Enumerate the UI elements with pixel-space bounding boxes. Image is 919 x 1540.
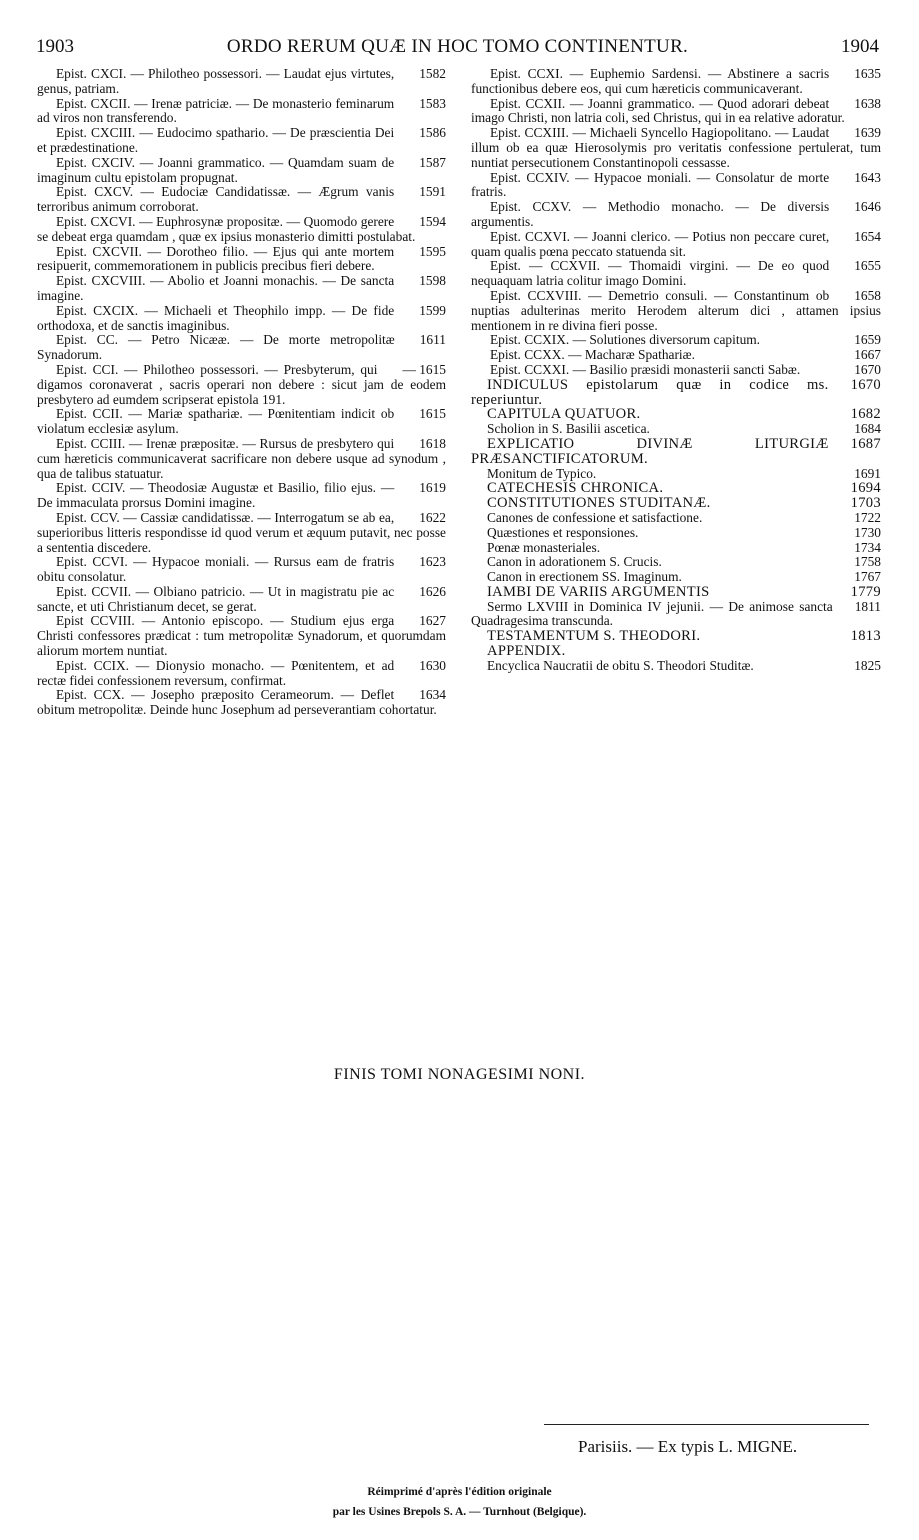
page-ref: 1643 [854, 169, 881, 185]
toc-section [471, 526, 881, 541]
entry-text: Epist. CXCI. — Philotheo possessori. — Laudat ejus virtutes, genus, patriam. [37, 66, 395, 96]
entry-text: Epist. CCIII. — Irenæ præpositæ. — Rursus de presbytero qui cum hæreticis communicaverat sacrificare non debere usque ad synodum , qua de talibus statuatur. [37, 435, 446, 481]
entry-text: Epist. CCII. — Mariæ spathariæ. — Pœnitentiam indicit ob violatum ecclesiæ asylum. [37, 406, 395, 437]
entry-text: Epist. CCI. — Philotheo possessori. — Presbyterum, qui digamos coronaverat , sacris operari non debere : sicut jam de eodem presbytero ad eumdem scripserat epistola 191. [37, 361, 446, 407]
page-ref: 1594 [419, 213, 446, 229]
entry-text: Epist. CC. — Petro Nicææ. — De morte metropolitæ Synadorum. [37, 332, 395, 363]
toc-section [471, 378, 881, 408]
toc-entry [37, 245, 446, 275]
printer-imprint: Parisiis. — Ex typis L. MIGNE. [578, 1437, 798, 1456]
page-ref: 1639 [854, 125, 881, 141]
toc-section [471, 422, 881, 437]
toc-entry [471, 171, 881, 201]
page-ref: 1670 [850, 376, 881, 393]
page-ref: 1703 [850, 495, 881, 512]
page-number-right: 1904 [841, 36, 879, 57]
toc-entry [37, 614, 446, 658]
toc-entry [37, 363, 446, 407]
toc-entry [471, 363, 881, 378]
toc-section [471, 407, 881, 422]
page-ref: 1658 [854, 287, 881, 303]
page-ref: 1811 [854, 598, 881, 614]
toc-section [471, 659, 881, 674]
page-ref: 1646 [854, 199, 881, 215]
entry-text: Epist. CCXVI. — Joanni clerico. — Potius non peccare curet, quam qualis pœna peccato statuenda sit. [471, 228, 830, 259]
toc-section [471, 481, 881, 496]
page-ref: 1684 [854, 421, 881, 437]
page-ref: 1825 [854, 657, 881, 673]
entry-text: Epist. CCXX. — Macharæ Spathariæ. [490, 347, 695, 363]
toc-section [471, 644, 881, 659]
toc-section [471, 437, 881, 467]
page-ref: 1618 [419, 435, 446, 451]
toc-entry [471, 126, 881, 170]
entry-text: Epist. CXCIV. — Joanni grammatico. — Quamdam suam de imaginum cultu epistolam propugnat. [37, 154, 395, 185]
toc-entry [471, 200, 881, 230]
entry-text: Epist CCVIII. — Antonio episcopo. — Studium ejus erga Christi confessores prædicat : tum metropolitæ Synadorum, et quorumdam aliorum mortem nuntiat. [37, 613, 446, 659]
entry-text: Quæstiones et responsiones. [487, 524, 639, 540]
page-ref: 1758 [854, 554, 881, 570]
page-ref: 1813 [850, 628, 881, 645]
entry-text: Epist. CXCIII. — Eudocimo spathario. — De præscientia Dei et prædestinatione. [37, 125, 395, 155]
toc-entry [471, 67, 881, 97]
toc-entry [37, 126, 446, 156]
page-ref: 1654 [854, 228, 881, 244]
entry-text: Epist. CCX. — Josepho præposito Cerameorum. — Deflet obitum metropolitæ. Deinde hunc Josephum ad perseverantiam cohortatur. [37, 687, 437, 718]
page-ref: 1667 [854, 347, 881, 363]
page-ref: 1659 [854, 332, 881, 348]
toc-entry [37, 67, 446, 97]
toc-entry [37, 97, 446, 127]
toc-entry [37, 215, 446, 245]
page-ref: 1730 [854, 524, 881, 540]
page-ref: 1586 [419, 125, 446, 141]
reprint-line-1: Réimprimé d'après l'édition originale [367, 1486, 552, 1498]
entry-text: Epist. CCXI. — Euphemio Sardensi. — Abstinere a sacris functionibus debere eos, qui cum hæreticis communicaverant. [471, 66, 830, 96]
toc-entry [37, 333, 446, 363]
entry-text: EXPLICATIO DIVINÆ LITURGIÆ PRÆSANCTIFICATORUM. [471, 435, 829, 467]
page-ref: 1598 [419, 273, 446, 289]
page-ref: 1767 [854, 569, 881, 585]
page-ref: 1682 [850, 406, 881, 423]
page-ref: 1619 [419, 480, 446, 496]
entry-text: Epist. CCIV. — Theodosiæ Augustæ et Basilio, filio ejus. — De immaculata prorsus Domini imagine. [37, 480, 395, 511]
running-header [36, 36, 879, 58]
toc-section [471, 511, 881, 526]
toc-entry [37, 481, 446, 511]
entry-text: CONSTITUTIONES STUDITANÆ. [487, 495, 711, 512]
entry-text: Epist. CCXIX. — Solutiones diversorum capitum. [490, 332, 761, 348]
toc-section [471, 496, 881, 511]
entry-text: Epist. CXCVII. — Dorotheo filio. — Ejus qui ante mortem resipuerit, commemorationem in publicis precibus fieri debere. [37, 243, 395, 274]
right-column [471, 67, 881, 674]
toc-entry [37, 659, 446, 689]
left-column [37, 67, 446, 718]
entry-text: IAMBI DE VARIIS ARGUMENTIS [487, 583, 710, 600]
page-ref: 1623 [419, 554, 446, 570]
page-ref: 1655 [854, 258, 881, 274]
toc-entry [37, 407, 446, 437]
entry-text: Epist. CCIX. — Dionysio monacho. — Pœnitentem, et ad rectæ fidei confessionem reversum, confirmat. [37, 657, 395, 688]
page-ref: 1691 [854, 465, 881, 481]
entry-text: Epist. CCXII. — Joanni grammatico. — Quod adorari debeat imago Christi, non latria coli, sed Christus, qui in ea relative adoratur. [471, 95, 845, 126]
page-ref: 1599 [419, 302, 446, 318]
entry-text: Epist. CXCVIII. — Abolio et Joanni monachis. — De sancta imagine. [37, 273, 395, 303]
entry-text: Epist. CXCVI. — Euphrosynæ propositæ. — Quomodo gerere se debeat erga quamdam , quæ ex ipsius monasterio dimitti postulabat. [37, 213, 416, 244]
entry-text: Epist. CCXIII. — Michaeli Syncello Hagiopolitano. — Laudat illum ob ea quæ Hierosolymis pro veritatis confessione pertulerat, tum nuntiat persecutionem Constantinopoli cessasse. [471, 125, 881, 170]
toc-entry [37, 437, 446, 481]
entry-text: Epist. CXCV. — Eudociæ Candidatissæ. — Ægrum vanis terroribus animum corroborat. [37, 184, 395, 215]
entry-text: Encyclica Naucratii de obitu S. Theodori Studitæ. [487, 657, 754, 673]
page-number-left: 1903 [36, 36, 74, 57]
page-ref: 1582 [419, 66, 446, 81]
page-ref: 1591 [419, 184, 446, 200]
page-ref: 1622 [419, 509, 446, 525]
toc-entry [471, 259, 881, 289]
page-title: ORDO RERUM QUÆ IN HOC TOMO CONTINENTUR. [226, 36, 689, 57]
toc-entry [471, 348, 881, 363]
entry-text: INDICULUS epistolarum quæ in codice ms. reperiuntur. [471, 376, 829, 408]
page-ref: 1595 [419, 243, 446, 259]
finis-line: FINIS TOMI NONAGESIMI NONI. [333, 1066, 586, 1083]
entry-text: CAPITULA QUATUOR. [487, 406, 641, 423]
divider-rule [544, 1424, 869, 1425]
page-ref: 1722 [854, 509, 881, 525]
page-ref: 1630 [419, 657, 446, 673]
toc-entry [37, 304, 446, 334]
page-ref: 1635 [854, 66, 881, 81]
page-ref: 1611 [419, 332, 446, 348]
entry-text: Epist. CCXVIII. — Demetrio consuli. — Constantinum ob nuptias adulterinas merito Herodem alterum dici , attamen ipsius mentionem in re divina fieri posse. [471, 287, 881, 333]
toc-section [471, 467, 881, 482]
entry-text: Scholion in S. Basilii ascetica. [487, 421, 650, 437]
page-ref: 1634 [419, 687, 446, 703]
toc-entry [37, 555, 446, 585]
entry-text: Epist. CXCIX. — Michaeli et Theophilo impp. — De fide orthodoxa, et de sanctis imaginibus. [37, 302, 395, 333]
toc-entry [37, 156, 446, 186]
entry-text: Monitum de Typico. [487, 465, 597, 481]
entry-text: Epist. — CCXVII. — Thomaidi virgini. — De eo quod nequaquam latria colitur imago Domini. [471, 258, 830, 289]
toc-entry [37, 585, 446, 615]
toc-entry [37, 511, 446, 555]
entry-text: Canones de confessione et satisfactione. [487, 509, 703, 525]
page-ref: 1626 [419, 583, 446, 599]
page-ref: 1638 [854, 95, 881, 111]
page-ref: 1670 [854, 361, 881, 377]
toc-entry [471, 97, 881, 127]
toc-section [471, 600, 881, 630]
page-ref: 1587 [419, 154, 446, 170]
page-ref: 1583 [419, 95, 446, 111]
page-ref: 1687 [850, 435, 881, 452]
toc-entry [471, 230, 881, 260]
page-ref: 1627 [419, 613, 446, 629]
toc-section [471, 629, 881, 644]
entry-text: Epist. CCVI. — Hypacoe moniali. — Rursus eam de fratris obitu consolatur. [37, 554, 395, 585]
entry-text: Epist. CCXIV. — Hypacoe moniali. — Consolatur de morte fratris. [471, 169, 830, 200]
page-ref: 1694 [850, 480, 881, 497]
toc-entry [37, 688, 446, 718]
toc-entry [37, 274, 446, 304]
toc-entry [37, 185, 446, 215]
entry-text: Sermo LXVIII in Dominica IV jejunii. — De animose sancta Quadragesima transcunda. [471, 598, 833, 629]
entry-text: CATECHESIS CHRONICA. [487, 480, 664, 497]
toc-entry [471, 289, 881, 333]
entry-text: Epist. CCXXI. — Basilio præsidi monasterii sancti Sabæ. [490, 361, 801, 377]
toc-section [471, 541, 881, 556]
entry-text: Epist. CCV. — Cassiæ candidatissæ. — Interrogatum se ab ea, superioribus litteris respondisse id quod verum et æquum putavit, nec posse a sententia discedere. [37, 509, 446, 555]
entry-text: Epist. CXCII. — Irenæ patriciæ. — De monasterio feminarum ad viros non transferendo. [37, 95, 395, 126]
toc-entry [471, 333, 881, 348]
page-ref: 1779 [850, 583, 881, 600]
page-ref: 1615 [419, 406, 446, 422]
page-ref: 1734 [854, 539, 881, 555]
entry-text: Pœnæ monasteriales. [487, 539, 601, 555]
page-ref: — 1615 [402, 361, 446, 377]
entry-text: TESTAMENTUM S. THEODORI. [487, 628, 701, 645]
section-list [471, 378, 881, 674]
reprint-line-2: par les Usines Brepols S. A. — Turnhout (Belgique). [332, 1506, 587, 1518]
reprint-note [0, 1482, 919, 1522]
entry-text: Canon in adorationem S. Crucis. [487, 554, 662, 570]
entry-text: Epist. CCXV. — Methodio monacho. — De diversis argumentis. [471, 199, 830, 229]
entry-text: Epist. CCVII. — Olbiano patricio. — Ut in magistratu pie ac sancte, et uti Christianum decet, se gerat. [37, 583, 395, 614]
epistle-list [471, 67, 881, 378]
toc-section [471, 555, 881, 570]
entry-text: Canon in erectionem SS. Imaginum. [487, 569, 682, 585]
toc-section [471, 570, 881, 585]
entry-text: APPENDIX. [487, 643, 566, 660]
toc-section [471, 585, 881, 600]
